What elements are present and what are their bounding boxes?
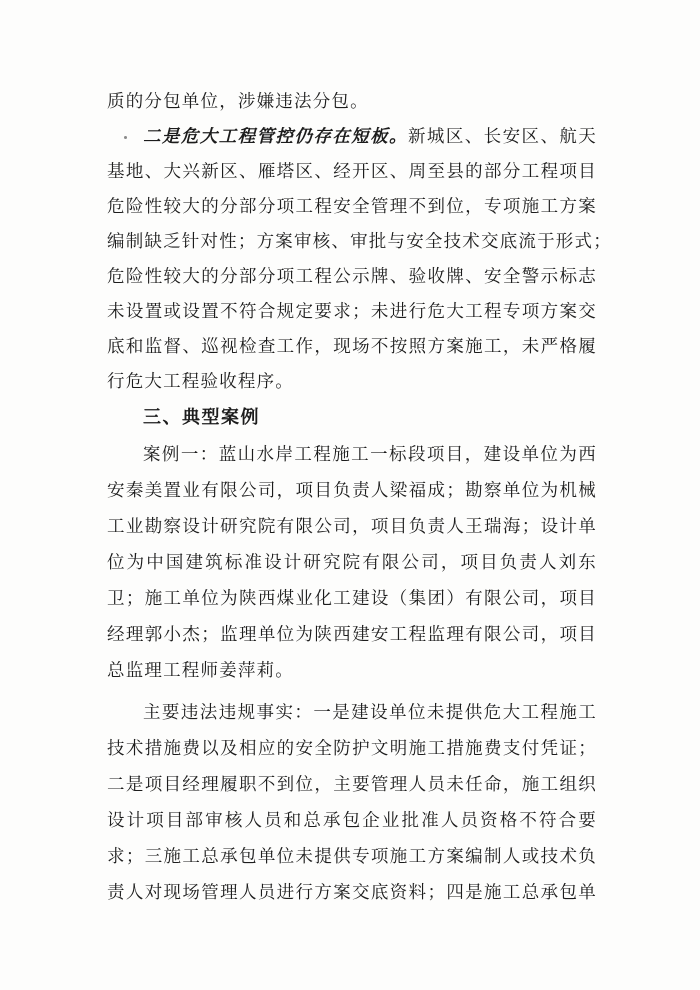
paragraph-text: 新城区、长安区、航天 xyxy=(407,127,597,147)
paragraph-line: 卫；施工单位为陕西煤业化工建设（集团）有限公司，项目 xyxy=(107,589,597,609)
paragraph-line: 设计项目部审核人员和总承包企业批准人员资格不符合要 xyxy=(107,811,597,831)
paragraph-line: 总监理工程师姜萍莉。 xyxy=(107,661,294,681)
section-lead-phrase: 二是危大工程管控仍存在短板。 xyxy=(143,127,408,147)
paragraph-line: 基地、大兴新区、雁塔区、经开区、周至县的部分工程项目 xyxy=(107,162,597,182)
paragraph-line: 危险性较大的分部分项工程公示牌、验收牌、安全警示标志 xyxy=(107,267,597,287)
paragraph-line: 求；三施工总承包单位未提供专项施工方案编制人或技术负 xyxy=(107,847,597,867)
paragraph-line xyxy=(143,122,597,152)
paragraph-line: 责人对现场管理人员进行方案交底资料；四是施工总承包单 xyxy=(107,883,597,903)
paragraph-line: 经理郭小杰；监理单位为陕西建安工程监理有限公司，项目 xyxy=(107,625,597,645)
paragraph-line: 安秦美置业有限公司，项目负责人梁福成；勘察单位为机械 xyxy=(107,481,597,501)
paragraph-line: 质的分包单位，涉嫌违法分包。 xyxy=(107,92,369,112)
paragraph-line: 编制缺乏针对性；方案审核、审批与安全技术交底流于形式； xyxy=(107,232,612,252)
paragraph-line: 底和监督、巡视检查工作，现场不按照方案施工，未严格履 xyxy=(107,337,597,357)
scan-speck xyxy=(124,136,127,139)
paragraph-line: 位为中国建筑标准设计研究院有限公司，项目负责人刘东 xyxy=(107,553,597,573)
paragraph-line: 案例一：蓝山水岸工程施工一标段项目，建设单位为西 xyxy=(143,445,597,465)
paragraph-line: 未设置或设置不符合规定要求；未进行危大工程专项方案交 xyxy=(107,302,597,322)
paragraph-line: 技术措施费以及相应的安全防护文明施工措施费支付凭证； xyxy=(107,739,597,759)
paragraph-line: 二是项目经理履职不到位，主要管理人员未任命，施工组织 xyxy=(107,775,597,795)
paragraph-line: 行危大工程验收程序。 xyxy=(107,372,294,392)
paragraph-line: 主要违法违规事实：一是建设单位未提供危大工程施工 xyxy=(143,703,597,723)
section-heading: 三、典型案例 xyxy=(143,407,260,428)
paragraph-line: 危险性较大的分部分项工程安全管理不到位，专项施工方案 xyxy=(107,197,597,217)
paragraph-line: 工业勘察设计研究院有限公司，项目负责人王瑞海；设计单 xyxy=(107,517,597,537)
